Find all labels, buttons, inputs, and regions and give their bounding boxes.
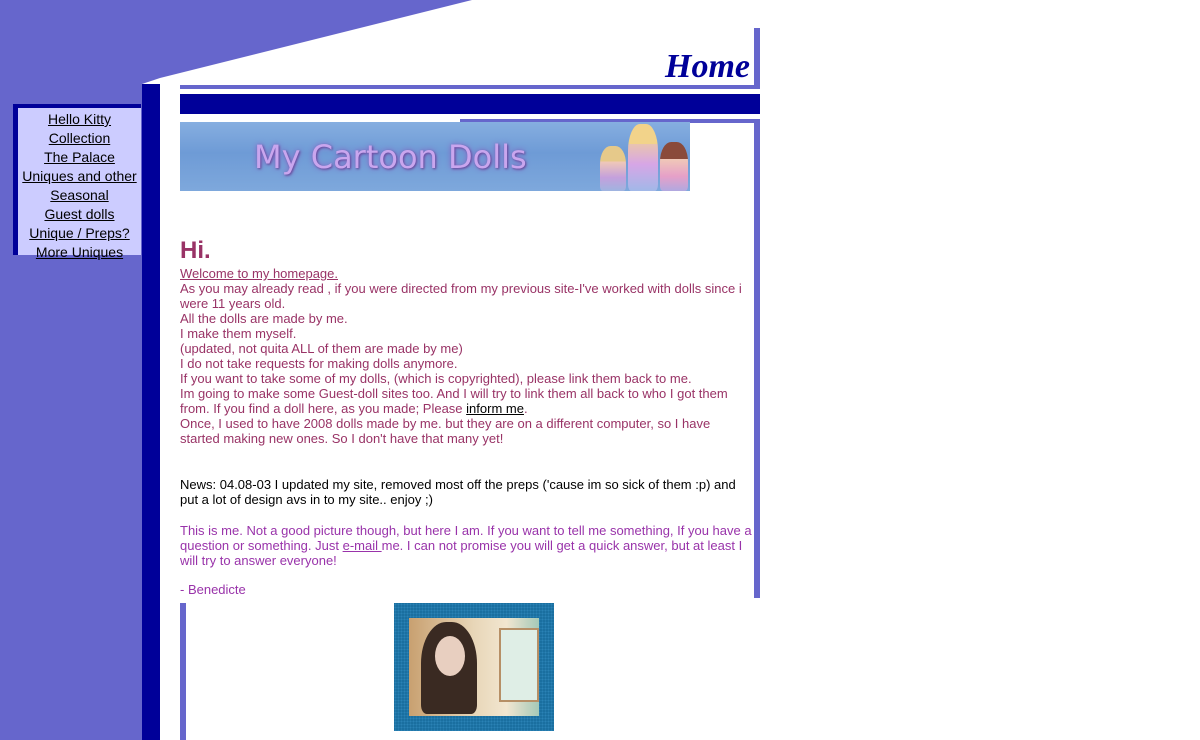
profile-photo (409, 618, 539, 716)
nav-link-uniques-and-other[interactable]: Uniques and other (22, 168, 137, 184)
intro-text: . (523, 401, 528, 416)
about-me-text-part: me. I can not promise you will get a quick answer, but at least I will try to answer everyone! (180, 538, 743, 568)
email-link[interactable]: e-mail (342, 538, 382, 553)
intro-text: I do not take requests for making dolls anymore. (180, 356, 458, 371)
intro-text: All the dolls are made by me. (180, 311, 348, 326)
profile-photo-frame (394, 603, 554, 731)
greeting-heading: Hi. (180, 237, 211, 264)
sidebar-nav (13, 104, 141, 260)
lower-frame-line-vertical (180, 603, 186, 740)
page-title: Home (665, 48, 750, 85)
banner-title: My Cartoon Dolls (254, 138, 527, 176)
about-me-text (180, 523, 753, 568)
nav-link-guest-dolls[interactable]: Guest dolls (44, 206, 115, 222)
nav-link-hello-kitty[interactable]: Hello Kitty Collection (47, 111, 112, 146)
photo-face (435, 636, 465, 676)
doll-illustration (628, 124, 658, 191)
intro-text: Once, I used to have 2008 dolls made by me. but they are on a different computer, so I have started making new ones. So I don't have that many yet! (180, 416, 711, 446)
dark-vertical-bar (142, 84, 160, 740)
title-frame-line-horizontal (180, 85, 760, 89)
nav-link-unique-preps[interactable]: Unique / Preps? (29, 225, 130, 241)
intro-text: I make them myself. (180, 326, 297, 341)
doll-illustration (660, 142, 688, 191)
nav-link-the-palace[interactable]: The Palace (44, 149, 115, 165)
about-me-text-part: This is me. Not a good picture though, but here I am. If you want to tell me something, If you have a question or something. Just (180, 523, 752, 553)
signature: - Benedicte (180, 582, 246, 597)
title-frame-line-vertical (754, 28, 760, 88)
intro-text: Im going to make some Guest-doll sites too. And I will try to link them all back to who I got them from. If you find a doll here, as you made; Please (180, 386, 728, 416)
welcome-link[interactable]: Welcome to my homepage. (180, 266, 338, 281)
photo-window (499, 628, 539, 702)
news-text: News: 04.08-03 I updated my site, removed most off the preps ('cause im so sick of them :p) and put a lot of design avs in to my site.. enjoy ;) (180, 477, 736, 507)
header-blue-bar (180, 94, 760, 114)
header-diagonal-shape (0, 0, 480, 90)
intro-text: As you may already read , if you were directed from my previous site-I've worked with dolls since i were 11 years old. (180, 281, 742, 311)
inform-me-link[interactable]: inform me (466, 401, 524, 416)
doll-illustration (600, 146, 626, 191)
site-banner (180, 122, 690, 191)
nav-link-seasonal[interactable]: Seasonal (50, 187, 109, 203)
intro-text: (updated, not quita ALL of them are made by me) (180, 341, 463, 356)
intro-text: If you want to take some of my dolls, (which is copyrighted), please link them back to me. (180, 371, 692, 386)
nav-link-more-uniques[interactable]: More Uniques (35, 244, 124, 260)
main-content (180, 236, 753, 597)
content-frame-line-vertical (754, 119, 760, 598)
